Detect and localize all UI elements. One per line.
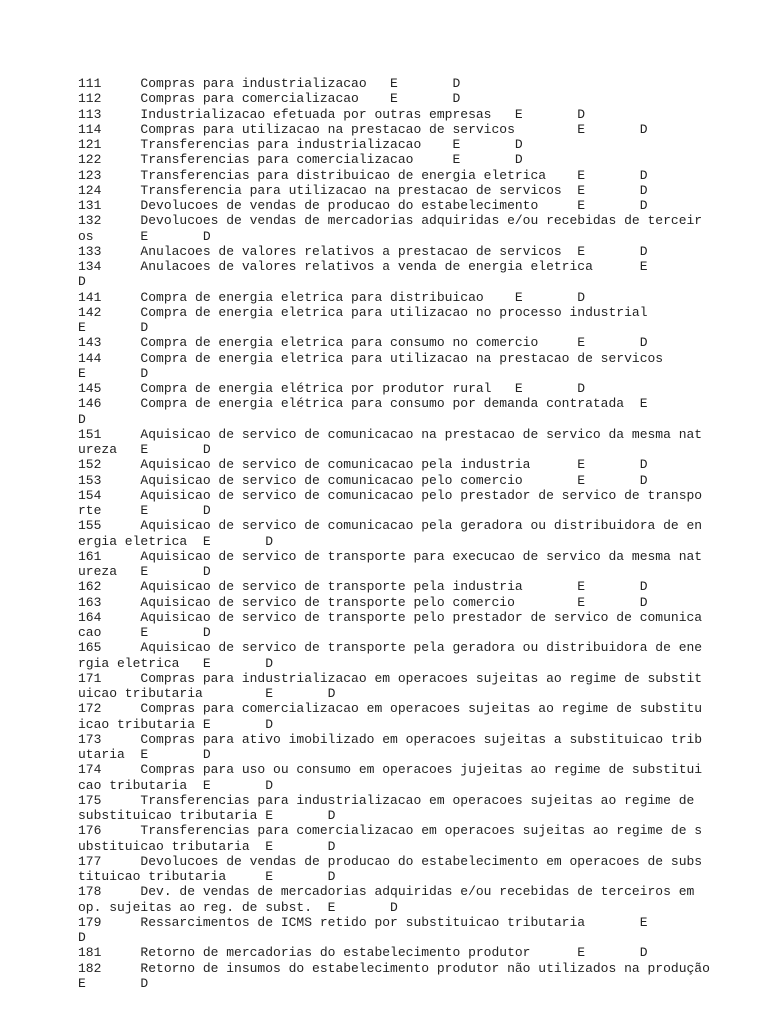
document-line: 155 Aquisicao de servico de comunicacao pela geradora ou distribuidora de en xyxy=(78,518,703,534)
document-line: 146 Compra de energia elétrica para consumo por demanda contratada E xyxy=(78,396,648,412)
document-line: rgia eletrica E D xyxy=(78,655,274,671)
document-line: 162 Aquisicao de servico de transporte pela industria E D xyxy=(78,579,648,595)
document-line: 145 Compra de energia elétrica por produtor rural E D xyxy=(78,381,586,396)
document-line: icao tributaria E D xyxy=(78,716,274,732)
document-line: 122 Transferencias para comercializacao E D xyxy=(78,152,523,168)
document-line: 179 Ressarcimentos de ICMS retido por substituicao tributaria E xyxy=(78,914,648,930)
document-line: 123 Transferencias para distribuicao de energia eletrica E D xyxy=(78,167,648,183)
document-line: 153 Aquisicao de servico de comunicacao pelo comercio E D xyxy=(78,472,648,488)
document-line: 178 Dev. de vendas de mercadorias adquiridas e/ou recebidas de terceiros em xyxy=(78,884,695,900)
document-line: ureza E D xyxy=(78,442,211,457)
document-line: 151 Aquisicao de servico de comunicacao na prestacao de servico da mesma nat xyxy=(78,426,703,442)
document-line: 132 Devolucoes de vendas de mercadorias adquiridas e/ou recebidas de terceir xyxy=(78,213,703,229)
document-line: 174 Compras para uso ou consumo em operacoes jujeitas ao regime de substitui xyxy=(78,762,703,778)
document-line: 165 Aquisicao de servico de transporte pela geradora ou distribuidora de ene xyxy=(78,640,703,656)
document-line: rte E D xyxy=(78,503,211,518)
document-line: E D xyxy=(78,365,149,381)
document-line: ureza E D xyxy=(78,564,211,579)
document-line: 143 Compra de energia eletrica para consumo no comercio E D xyxy=(78,335,648,351)
document-line: 152 Aquisicao de servico de comunicacao pela industria E D xyxy=(78,457,648,473)
document-line: 144 Compra de energia eletrica para utilizacao na prestacao de servicos xyxy=(78,350,664,366)
document-line: 177 Devolucoes de vendas de producao do estabelecimento em operacoes de subs xyxy=(78,853,703,869)
document-line: cao E D xyxy=(78,625,211,640)
document-line: 141 Compra de energia eletrica para distribuicao E D xyxy=(78,289,586,305)
document-line: 131 Devolucoes de vendas de producao do estabelecimento E D xyxy=(78,198,648,213)
document-line: 113 Industrializacao efetuada por outras empresas E D xyxy=(78,106,586,122)
document-line: 112 Compras para comercializacao E D xyxy=(78,91,461,107)
document-line: 176 Transferencias para comercializacao em operacoes sujeitas ao regime de s xyxy=(78,823,703,839)
document-line: tituicao tributaria E D xyxy=(78,869,336,884)
document-line: 133 Anulacoes de valores relativos a prestacao de servicos E D xyxy=(78,243,648,259)
document-line: cao tributaria E D xyxy=(78,777,274,793)
document-line: 181 Retorno de mercadorias do estabelecimento produtor E D xyxy=(78,945,648,961)
document-line: op. sujeitas ao reg. de subst. E D xyxy=(78,899,398,915)
document-line: 114 Compras para utilizacao na prestacao de servicos E D xyxy=(78,121,648,137)
document-line: 161 Aquisicao de servico de transporte para execucao de servico da mesma nat xyxy=(78,548,703,564)
document-line: 163 Aquisicao de servico de transporte pelo comercio E D xyxy=(78,594,648,610)
document-line: D xyxy=(78,930,86,945)
document-line: ergia eletrica E D xyxy=(78,533,274,549)
document-line: 164 Aquisicao de servico de transporte pelo prestador de servico de comunica xyxy=(78,609,703,625)
document-line: substituicao tributaria E D xyxy=(78,808,336,823)
document-line: ubstituicao tributaria E D xyxy=(78,838,336,854)
document-line: 154 Aquisicao de servico de comunicacao pelo prestador de servico de transpo xyxy=(78,487,703,503)
document-line: 134 Anulacoes de valores relativos a venda de energia eletrica E xyxy=(78,259,648,274)
document-text xyxy=(78,76,758,991)
document-line: 182 Retorno de insumos do estabelecimento produtor não utilizados na produção xyxy=(78,960,710,976)
document-line: uicao tributaria E D xyxy=(78,686,336,701)
document-line: utaria E D xyxy=(78,747,211,762)
document-line: D xyxy=(78,274,86,290)
document-line: 142 Compra de energia eletrica para utilizacao no processo industrial xyxy=(78,304,648,320)
document-line: 175 Transferencias para industrializacao em operacoes sujeitas ao regime de xyxy=(78,792,695,808)
document-line: 121 Transferencias para industrializacao E D xyxy=(78,137,523,152)
document-line: 111 Compras para industrializacao E D xyxy=(78,76,461,91)
document-line: 172 Compras para comercializacao em operacoes sujeitas ao regime de substitu xyxy=(78,701,703,717)
document-line: E D xyxy=(78,320,149,335)
document-line: os E D xyxy=(78,228,211,244)
document-line: E D xyxy=(78,975,149,991)
document-line: 171 Compras para industrializacao em operacoes sujeitas ao regime de substit xyxy=(78,670,703,686)
document-line: 173 Compras para ativo imobilizado em operacoes sujeitas a substituicao trib xyxy=(78,731,703,747)
document-line: D xyxy=(78,411,86,427)
document-line: 124 Transferencia para utilizacao na prestacao de servicos E D xyxy=(78,182,648,198)
